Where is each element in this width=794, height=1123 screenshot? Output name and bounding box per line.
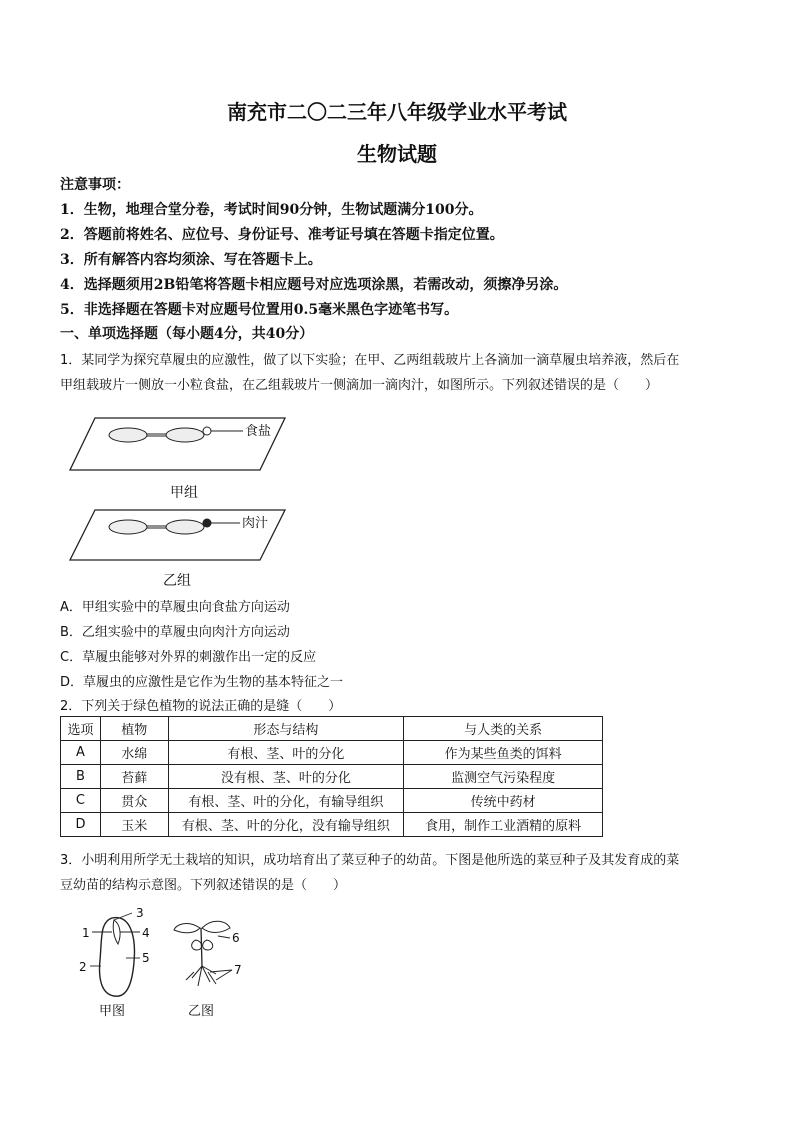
table-row	[61, 765, 603, 789]
table-header-cell: 与人类的关系	[404, 717, 603, 741]
label-num-6: 6	[232, 931, 240, 945]
table-cell: 有根、茎、叶的分化	[168, 741, 404, 765]
label-num-1: 1	[82, 926, 90, 940]
table-header-cell: 植物	[100, 717, 168, 741]
label-num-4: 4	[142, 926, 150, 940]
q1-option-b: B．乙组实验中的草履虫向肉汁方向运动	[60, 625, 290, 640]
q2-stem: 2．下列关于绿色植物的说法正确的是缝（ ）	[60, 699, 342, 714]
label-jia-tu: 甲图	[99, 1004, 126, 1019]
table-cell: 苔藓	[100, 765, 168, 789]
q1-slides-figure	[60, 408, 300, 598]
q3-stem-line2: 豆幼苗的结构示意图。下列叙述错误的是（ ）	[60, 878, 347, 893]
seedling-leaf-left	[174, 924, 200, 933]
table-cell: C	[61, 789, 101, 813]
table-header-cell: 形态与结构	[168, 717, 404, 741]
seedling-roots	[186, 966, 216, 986]
table-header-row	[61, 717, 603, 741]
label-num-7: 7	[234, 963, 242, 977]
q1-option-a: A．甲组实验中的草履虫向食盐方向运动	[60, 600, 290, 615]
table-cell: 作为某些鱼类的饵料	[404, 741, 603, 765]
label-yi-tu: 乙图	[188, 1004, 215, 1019]
notes-heading: 注意事项：	[60, 177, 130, 193]
drop-right-yi	[166, 520, 204, 534]
drop-right-jia	[166, 428, 204, 442]
note-item: 4．选择题须用2B铅笔将答题卡相应题号对应选项涂黑，若需改动，须擦净另涂。	[60, 277, 568, 293]
table-cell: 有根、茎、叶的分化，有输导组织	[168, 789, 404, 813]
label-yi-group: 乙组	[163, 573, 191, 589]
table-cell: 传统中药材	[404, 789, 603, 813]
plants-table	[60, 716, 603, 837]
label-num-3: 3	[136, 906, 144, 920]
table-cell: 食用，制作工业酒精的原料	[404, 813, 603, 837]
label-num-5: 5	[142, 951, 150, 965]
drop-left-jia	[109, 428, 147, 442]
table-cell: D	[61, 813, 101, 837]
q1-stem-line2: 甲组载玻片一侧放一小粒食盐，在乙组载玻片一侧滴加一滴肉汁，如图所示。下列叙述错误的是（ ）	[60, 378, 659, 393]
seedling-cotyledon-2	[203, 940, 213, 950]
section-heading: 一、单项选择题（每小题4分，共40分）	[60, 326, 314, 342]
q1-option-d: D．草履虫的应激性是它作为生物的基本特征之一	[60, 675, 344, 690]
exam-subtitle: 生物试题	[357, 142, 437, 166]
q1-stem-line1: 1．某同学为探究草履虫的应激性，做了以下实验；在甲、乙两组载玻片上各滴加一滴草履虫培养液，然后在	[60, 353, 680, 368]
label-broth: 肉汁	[242, 516, 269, 531]
note-item: 1．生物，地理合堂分卷，考试时间90分钟，生物试题满分100分。	[60, 202, 483, 218]
table-cell: B	[61, 765, 101, 789]
exam-title: 南充市二〇二三年八年级学业水平考试	[227, 100, 567, 124]
broth-drop	[203, 519, 212, 528]
q3-bean-figure	[70, 900, 260, 1025]
note-item: 5．非选择题在答题卡对应题号位置用0.5毫米黑色字迹笔书写。	[60, 302, 459, 318]
label-salt: 食盐	[245, 424, 272, 439]
seedling-leaf-right	[202, 921, 230, 932]
table-cell: 水绵	[100, 741, 168, 765]
label-jia-group: 甲组	[170, 485, 198, 501]
table-cell: 贯众	[100, 789, 168, 813]
seedling-cotyledon	[192, 940, 202, 950]
table-cell: 有根、茎、叶的分化，没有输导组织	[168, 813, 404, 837]
table-row	[61, 741, 603, 765]
table-cell: 玉米	[100, 813, 168, 837]
table-row	[61, 813, 603, 837]
q3-stem-line1: 3．小明利用所学无土栽培的知识，成功培育出了菜豆种子的幼苗。下图是他所选的菜豆种子及其发育成的菜	[60, 853, 680, 868]
table-header-cell: 选项	[61, 717, 101, 741]
table-cell: A	[61, 741, 101, 765]
note-item: 2．答题前将姓名、应位号、身份证号、准考证号填在答题卡指定位置。	[60, 227, 504, 243]
table-row	[61, 789, 603, 813]
drop-left-yi	[109, 520, 147, 534]
note-item: 3．所有解答内容均须涂、写在答题卡上。	[60, 252, 322, 268]
salt-grain	[203, 427, 211, 435]
label-num-2: 2	[79, 960, 87, 974]
table-cell: 监测空气污染程度	[404, 765, 603, 789]
table-cell: 没有根、茎、叶的分化	[168, 765, 404, 789]
q1-option-c: C．草履虫能够对外界的刺激作出一定的反应	[60, 650, 317, 665]
